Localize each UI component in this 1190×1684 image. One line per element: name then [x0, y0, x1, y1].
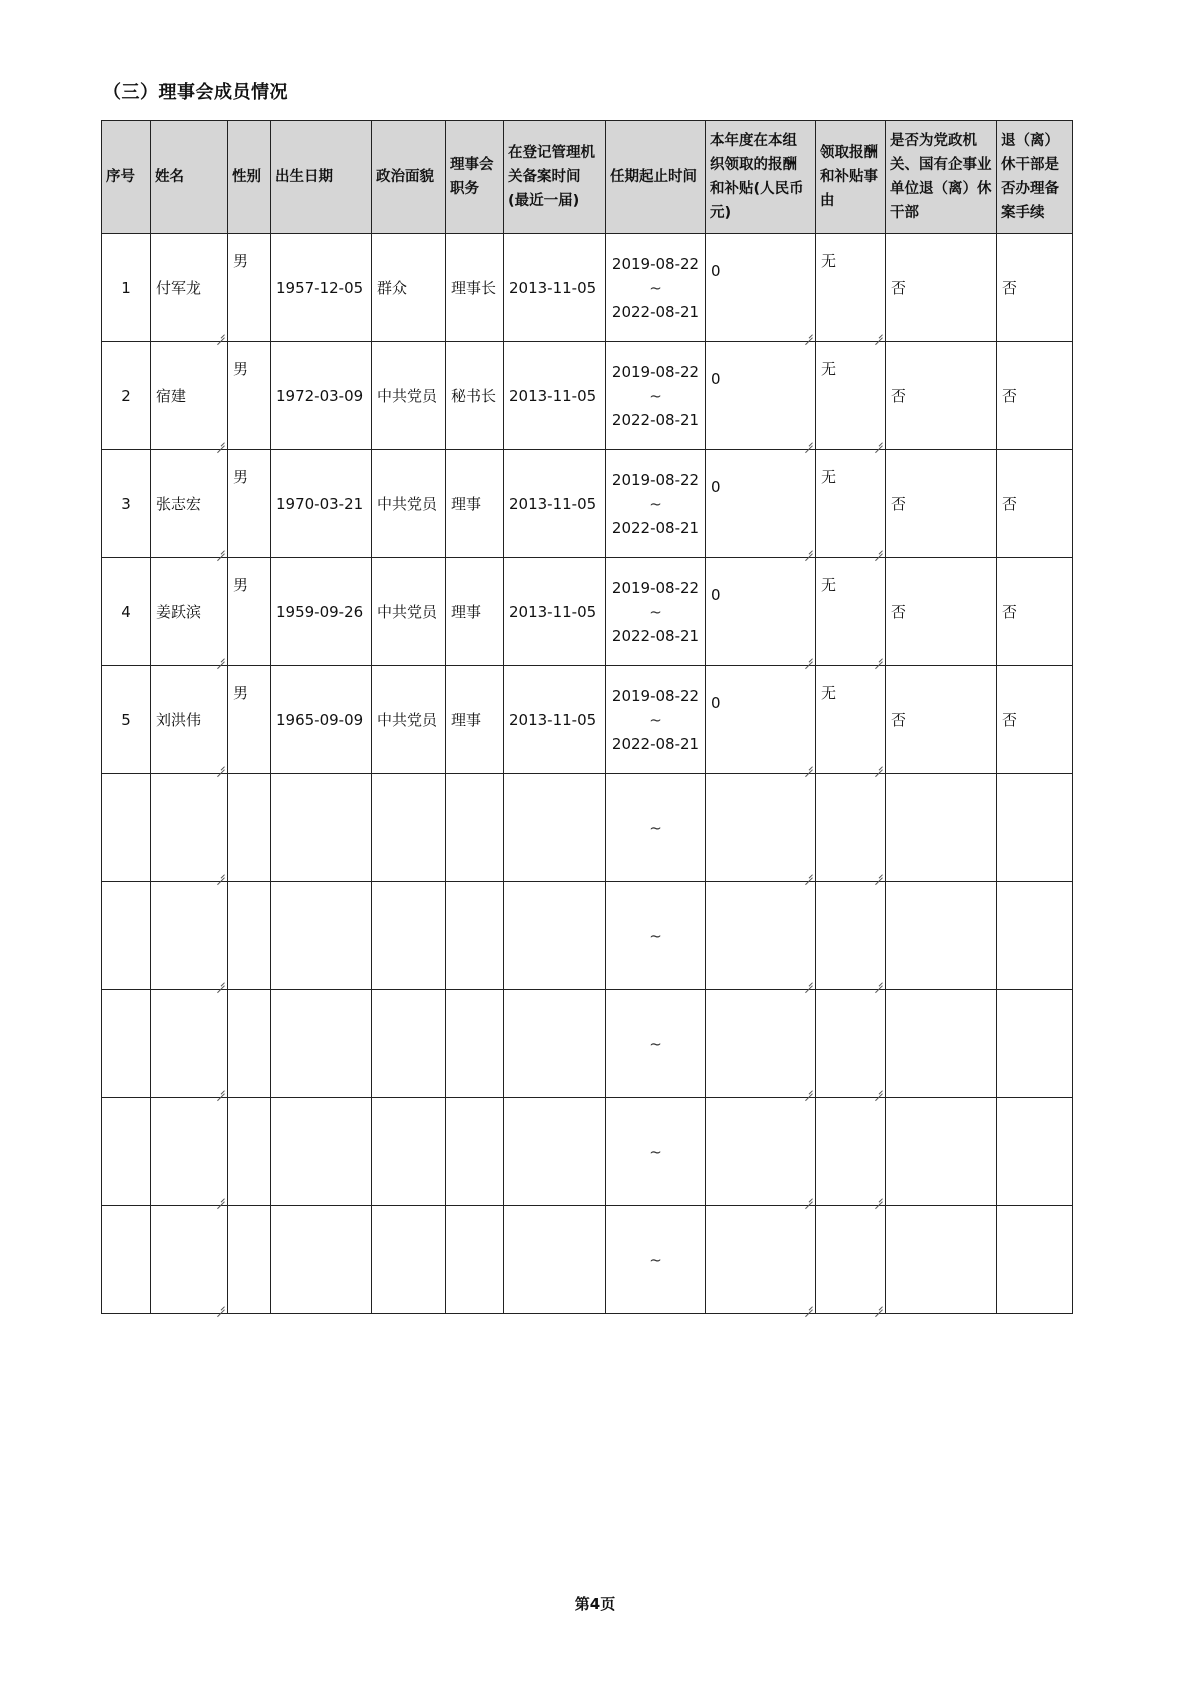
- header-filing-date: 在登记管理机关备案时间(最近一届): [504, 121, 606, 234]
- cell-sex: 男: [228, 234, 271, 342]
- resize-grip-icon[interactable]: [805, 654, 813, 662]
- cell-filing-date: 2013-11-05: [504, 234, 606, 342]
- term-end: 2022-08-21: [611, 410, 700, 429]
- resize-grip-icon[interactable]: [805, 1086, 813, 1094]
- reason-text: 无: [821, 360, 837, 378]
- cell-position: 理事: [446, 450, 504, 558]
- resize-grip-icon[interactable]: [217, 1086, 225, 1094]
- cell-sex: [228, 1206, 271, 1314]
- term-separator: ~: [649, 494, 662, 513]
- cell-birth: 1957-12-05: [271, 234, 372, 342]
- resize-grip-icon[interactable]: [875, 438, 883, 446]
- resize-grip-icon[interactable]: [217, 654, 225, 662]
- term-separator: ~: [649, 1034, 662, 1053]
- cell-filing-date: 2013-11-05: [504, 558, 606, 666]
- cell-birth: [271, 990, 372, 1098]
- cell-seq: [102, 774, 151, 882]
- cell-retired-cadre: [886, 774, 997, 882]
- reason-text: 无: [821, 468, 837, 486]
- cell-retired-filed: [997, 1098, 1073, 1206]
- cell-reward[interactable]: [706, 558, 816, 666]
- resize-grip-icon[interactable]: [805, 978, 813, 986]
- resize-grip-icon[interactable]: [217, 330, 225, 338]
- cell-position: 理事: [446, 558, 504, 666]
- table-row: [102, 1206, 1073, 1314]
- cell-sex: 男: [228, 342, 271, 450]
- cell-term: [606, 990, 706, 1098]
- cell-filing-date: [504, 1098, 606, 1206]
- page-number: 第4页: [574, 1595, 616, 1613]
- cell-retired-filed: 否: [997, 234, 1073, 342]
- cell-reason[interactable]: [816, 990, 886, 1098]
- cell-position: 秘书长: [446, 342, 504, 450]
- header-retired-filed: 退（离）休干部是否办理备案手续: [997, 121, 1073, 234]
- resize-grip-icon[interactable]: [875, 762, 883, 770]
- cell-term: [606, 558, 706, 666]
- cell-position: [446, 774, 504, 882]
- resize-grip-icon[interactable]: [875, 546, 883, 554]
- reason-text: 无: [821, 684, 837, 702]
- cell-filing-date: [504, 774, 606, 882]
- cell-seq: [102, 1206, 151, 1314]
- resize-grip-icon[interactable]: [805, 1194, 813, 1202]
- cell-retired-cadre: 否: [886, 558, 997, 666]
- cell-term: [606, 882, 706, 990]
- reward-text: 0: [711, 262, 721, 280]
- resize-grip-icon[interactable]: [805, 870, 813, 878]
- term-separator: ~: [649, 602, 662, 621]
- reason-text: 无: [821, 576, 837, 594]
- cell-reward[interactable]: [706, 342, 816, 450]
- cell-political: [372, 882, 446, 990]
- cell-seq: [102, 990, 151, 1098]
- cell-retired-filed: [997, 882, 1073, 990]
- cell-reward[interactable]: [706, 1098, 816, 1206]
- resize-grip-icon[interactable]: [217, 1194, 225, 1202]
- name-text: 宿建: [156, 387, 187, 405]
- cell-reason[interactable]: [816, 1098, 886, 1206]
- name-text: 付军龙: [156, 279, 202, 297]
- cell-seq: 2: [102, 342, 151, 450]
- cell-reason[interactable]: [816, 882, 886, 990]
- term-separator: ~: [649, 386, 662, 405]
- cell-reason[interactable]: [816, 666, 886, 774]
- cell-retired-cadre: 否: [886, 342, 997, 450]
- cell-retired-cadre: [886, 990, 997, 1098]
- cell-political: 中共党员: [372, 342, 446, 450]
- cell-name[interactable]: [151, 342, 228, 450]
- section-title: （三）理事会成员情况: [103, 82, 288, 103]
- cell-name[interactable]: [151, 666, 228, 774]
- header-reward: 本年度在本组织领取的报酬和补贴(人民币元): [706, 121, 816, 234]
- cell-position: [446, 882, 504, 990]
- header-political: 政治面貌: [372, 121, 446, 234]
- cell-position: 理事长: [446, 234, 504, 342]
- cell-filing-date: 2013-11-05: [504, 342, 606, 450]
- reward-text: 0: [711, 586, 721, 604]
- reward-text: 0: [711, 694, 721, 712]
- table-row: [102, 234, 1073, 342]
- cell-political: 中共党员: [372, 450, 446, 558]
- resize-grip-icon[interactable]: [805, 438, 813, 446]
- table-row: [102, 558, 1073, 666]
- cell-birth: 1959-09-26: [271, 558, 372, 666]
- cell-name[interactable]: [151, 1206, 228, 1314]
- cell-term: [606, 774, 706, 882]
- cell-position: 理事: [446, 666, 504, 774]
- cell-sex: 男: [228, 558, 271, 666]
- reward-text: 0: [711, 370, 721, 388]
- cell-birth: 1972-03-09: [271, 342, 372, 450]
- cell-reason[interactable]: [816, 774, 886, 882]
- term-end: 2022-08-21: [611, 518, 700, 537]
- cell-birth: 1970-03-21: [271, 450, 372, 558]
- resize-grip-icon[interactable]: [805, 546, 813, 554]
- cell-term: [606, 666, 706, 774]
- cell-political: [372, 1098, 446, 1206]
- cell-term: [606, 234, 706, 342]
- cell-retired-filed: 否: [997, 666, 1073, 774]
- cell-sex: 男: [228, 666, 271, 774]
- term-separator: ~: [649, 926, 662, 945]
- cell-birth: [271, 882, 372, 990]
- cell-retired-cadre: 否: [886, 450, 997, 558]
- table-row: [102, 342, 1073, 450]
- cell-position: [446, 1206, 504, 1314]
- resize-grip-icon[interactable]: [875, 654, 883, 662]
- cell-retired-filed: [997, 774, 1073, 882]
- cell-birth: 1965-09-09: [271, 666, 372, 774]
- cell-retired-cadre: [886, 882, 997, 990]
- resize-grip-icon[interactable]: [217, 762, 225, 770]
- cell-retired-filed: [997, 990, 1073, 1098]
- header-retired-cadre: 是否为党政机关、国有企事业单位退（离）休干部: [886, 121, 997, 234]
- cell-retired-filed: [997, 1206, 1073, 1314]
- resize-grip-icon[interactable]: [805, 762, 813, 770]
- resize-grip-icon[interactable]: [217, 870, 225, 878]
- cell-political: [372, 1206, 446, 1314]
- resize-grip-icon[interactable]: [875, 1194, 883, 1202]
- cell-reward[interactable]: [706, 990, 816, 1098]
- cell-sex: 男: [228, 450, 271, 558]
- cell-birth: [271, 1206, 372, 1314]
- cell-filing-date: [504, 990, 606, 1098]
- cell-reward[interactable]: [706, 882, 816, 990]
- table-row: [102, 774, 1073, 882]
- table-row: [102, 450, 1073, 558]
- cell-reason[interactable]: [816, 1206, 886, 1314]
- table-row: [102, 1098, 1073, 1206]
- cell-sex: [228, 774, 271, 882]
- cell-birth: [271, 774, 372, 882]
- term-start: 2019-08-22: [611, 254, 700, 273]
- cell-filing-date: [504, 882, 606, 990]
- cell-retired-filed: 否: [997, 450, 1073, 558]
- reward-text: 0: [711, 478, 721, 496]
- cell-name[interactable]: [151, 774, 228, 882]
- cell-reward[interactable]: [706, 450, 816, 558]
- resize-grip-icon[interactable]: [875, 1086, 883, 1094]
- resize-grip-icon[interactable]: [875, 870, 883, 878]
- name-text: 张志宏: [156, 495, 202, 513]
- cell-term: [606, 1206, 706, 1314]
- reason-text: 无: [821, 252, 837, 270]
- term-separator: ~: [649, 278, 662, 297]
- cell-reward[interactable]: [706, 666, 816, 774]
- cell-term: [606, 342, 706, 450]
- table-header-row: [102, 121, 1073, 234]
- header-term: 任期起止时间: [606, 121, 706, 234]
- cell-political: 中共党员: [372, 666, 446, 774]
- term-start: 2019-08-22: [611, 362, 700, 381]
- cell-filing-date: 2013-11-05: [504, 450, 606, 558]
- term-start: 2019-08-22: [611, 470, 700, 489]
- resize-grip-icon[interactable]: [217, 438, 225, 446]
- resize-grip-icon[interactable]: [805, 330, 813, 338]
- cell-reward[interactable]: [706, 774, 816, 882]
- term-separator: ~: [649, 710, 662, 729]
- term-separator: ~: [649, 1250, 662, 1269]
- term-separator: ~: [649, 1142, 662, 1161]
- cell-term: [606, 1098, 706, 1206]
- header-seq: 序号: [102, 121, 151, 234]
- cell-name[interactable]: [151, 450, 228, 558]
- cell-retired-cadre: [886, 1206, 997, 1314]
- cell-retired-filed: 否: [997, 342, 1073, 450]
- cell-birth: [271, 1098, 372, 1206]
- cell-seq: [102, 882, 151, 990]
- cell-political: 群众: [372, 234, 446, 342]
- term-start: 2019-08-22: [611, 686, 700, 705]
- cell-retired-filed: 否: [997, 558, 1073, 666]
- cell-reason[interactable]: [816, 558, 886, 666]
- cell-name[interactable]: [151, 558, 228, 666]
- term-end: 2022-08-21: [611, 734, 700, 753]
- cell-filing-date: 2013-11-05: [504, 666, 606, 774]
- cell-reason[interactable]: [816, 342, 886, 450]
- header-sex: 性别: [228, 121, 271, 234]
- resize-grip-icon[interactable]: [217, 978, 225, 986]
- cell-sex: [228, 1098, 271, 1206]
- table-body: [102, 234, 1073, 1314]
- resize-grip-icon[interactable]: [217, 546, 225, 554]
- resize-grip-icon[interactable]: [805, 1302, 813, 1310]
- cell-seq: 4: [102, 558, 151, 666]
- cell-retired-cadre: 否: [886, 666, 997, 774]
- board-members-table: [101, 120, 1073, 1314]
- table-row: [102, 990, 1073, 1098]
- resize-grip-icon[interactable]: [875, 978, 883, 986]
- cell-seq: 5: [102, 666, 151, 774]
- cell-filing-date: [504, 1206, 606, 1314]
- cell-seq: 3: [102, 450, 151, 558]
- header-position: 理事会职务: [446, 121, 504, 234]
- cell-seq: 1: [102, 234, 151, 342]
- table-row: [102, 882, 1073, 990]
- cell-reward[interactable]: [706, 1206, 816, 1314]
- cell-term: [606, 450, 706, 558]
- cell-political: [372, 990, 446, 1098]
- table-row: [102, 666, 1073, 774]
- resize-grip-icon[interactable]: [217, 1302, 225, 1310]
- term-end: 2022-08-21: [611, 302, 700, 321]
- term-start: 2019-08-22: [611, 578, 700, 597]
- cell-political: [372, 774, 446, 882]
- header-name: 姓名: [151, 121, 228, 234]
- cell-sex: [228, 990, 271, 1098]
- header-reason: 领取报酬和补贴事由: [816, 121, 886, 234]
- cell-sex: [228, 882, 271, 990]
- resize-grip-icon[interactable]: [875, 330, 883, 338]
- cell-name[interactable]: [151, 882, 228, 990]
- header-birth: 出生日期: [271, 121, 372, 234]
- cell-name[interactable]: [151, 1098, 228, 1206]
- term-separator: ~: [649, 818, 662, 837]
- cell-reason[interactable]: [816, 450, 886, 558]
- cell-name[interactable]: [151, 990, 228, 1098]
- name-text: 姜跃滨: [156, 603, 202, 621]
- cell-position: [446, 990, 504, 1098]
- resize-grip-icon[interactable]: [875, 1302, 883, 1310]
- term-end: 2022-08-21: [611, 626, 700, 645]
- cell-reason[interactable]: [816, 234, 886, 342]
- name-text: 刘洪伟: [156, 711, 202, 729]
- cell-retired-cadre: 否: [886, 234, 997, 342]
- cell-reward[interactable]: [706, 234, 816, 342]
- cell-name[interactable]: [151, 234, 228, 342]
- cell-position: [446, 1098, 504, 1206]
- cell-retired-cadre: [886, 1098, 997, 1206]
- cell-political: 中共党员: [372, 558, 446, 666]
- cell-seq: [102, 1098, 151, 1206]
